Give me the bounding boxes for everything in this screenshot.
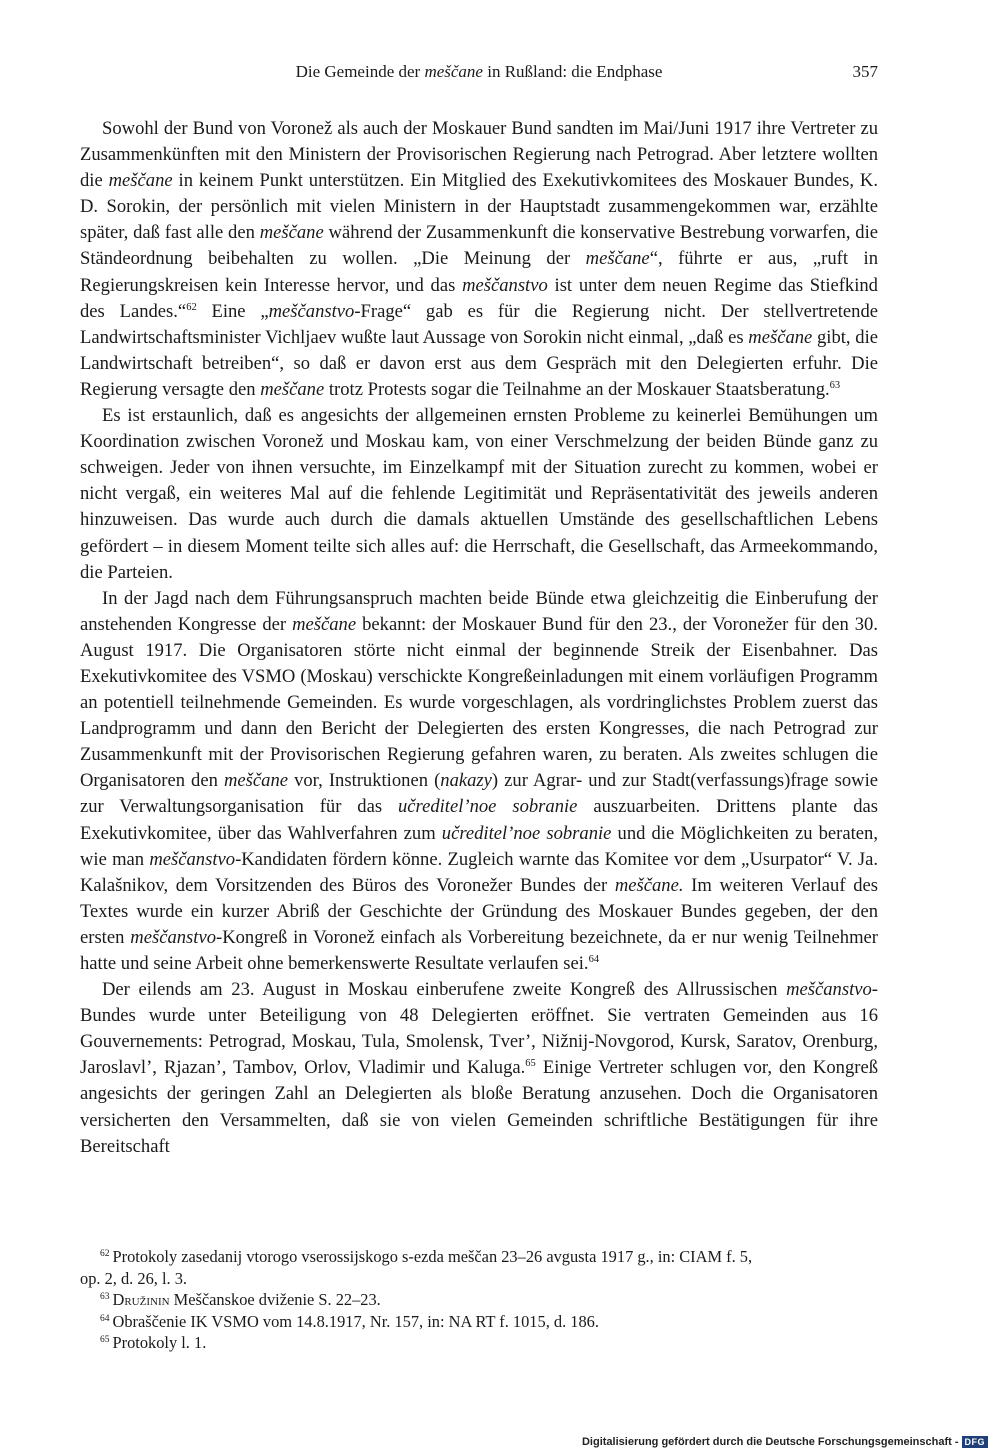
paragraph bbox=[80, 586, 878, 977]
footnote-ref: 64 bbox=[588, 954, 600, 965]
italic-term: meščane bbox=[260, 378, 325, 400]
text-run: gibt, die Landwirtschaft betreiben“, so daß er davon erst aus dem Gespräch mit den Delegierten erfuhr. Die Regierung versagte den bbox=[80, 326, 878, 400]
italic-term: nakazy bbox=[440, 770, 492, 792]
footnote-number: 63 bbox=[100, 1292, 110, 1302]
footnote-ref: 65 bbox=[525, 1058, 536, 1070]
italic-term: meščanstvo bbox=[268, 300, 355, 322]
footnote-ref: 62 bbox=[186, 301, 197, 313]
text-run: In der Jagd nach dem Führungsanspruch machten beide Bünde etwa gleichzeitig die Einberufung der anstehenden Kongresse der bbox=[80, 587, 878, 635]
text-run: Im weiteren Verlauf des Textes wurde ein kurzer Abriß der Geschichte der Gründung des Moskauer Bundes gegeben, der den ersten bbox=[80, 874, 878, 948]
italic-term: meščanstvo bbox=[462, 274, 548, 296]
italic-term: meščanstvo bbox=[149, 848, 236, 870]
text-run: trotz Protests sogar die Teilnahme an der Moskauer Staatsberatung. bbox=[324, 378, 830, 400]
text-run: -Kandidaten fördern könne. Zugleich warnte das Komitee vor dem „Usurpator“ V. Ja. Kalašnikov, dem Vorsitzenden des Büros des Voronežer Bundes der bbox=[80, 848, 879, 896]
footnote-64 bbox=[80, 1311, 878, 1333]
text-run: Es ist erstaunlich, daß es angesichts der allgemeinen ernsten Probleme zu keinerlei Bemühungen um Koordination zwischen Voronež und Moskau kam, von einer Verschmelzung der beiden Bünde ganz zu schweigen. Jeder von ihnen versuchte, im Einzelkampf mit der Situation zurecht zu kommen, wobei er nicht vergaß, ein weiteres Mal auf die fehlende Legitimität und Repräsentativität des jeweils anderen hinzuweisen. Das wurde auch durch die damals aktuellen Umstände des gesellschaftlichen Lebens gefördert – in diesem Moment teilte sich alles auf: die Herrschaft, die Gesellschaft, das Armeekommando, die Parteien. bbox=[80, 405, 878, 583]
text-run: ist unter dem neuen Regime das Stiefkind des Landes.“ bbox=[80, 274, 878, 322]
running-head-suffix: in Rußland: die Endphase bbox=[482, 62, 663, 81]
italic-term: meščane bbox=[108, 170, 173, 192]
funding-note bbox=[582, 1436, 988, 1448]
paragraph bbox=[80, 403, 878, 586]
footnote-number: 64 bbox=[100, 1313, 110, 1324]
paragraph bbox=[80, 977, 878, 1160]
footnote-65 bbox=[80, 1332, 878, 1354]
footnote-text: Meščanskoe dviženie S. 22–23. bbox=[169, 1290, 381, 1309]
text-run: während der Zusammenkunft die konservative Bestrebung vorwarfen, die Ständeordnung beibehalten zu wollen. „Die Meinung der bbox=[80, 222, 879, 270]
italic-term: meščane bbox=[585, 248, 650, 270]
footnotes bbox=[80, 1246, 878, 1354]
text-run: bekannt: der Moskauer Bund für den 23., der Voronežer für den 30. August 1917. Die Organisatoren störte nicht einmal der beginnende Streik der Eisenbahner. Das Exekutivkomitee des VSMO (Moskau) verschickte Kongreßeinladungen mit einem vorläufigen Programm an potentiell teilnehmende Gemeinden. Es wurde vorgeschlagen, als vordringlichstes Problem zuerst das Landprogramm und dann den Bericht der Delegierten des ersten Kongresses, die nach Petrograd zur Zusammenkunft mit der Provisorischen Regierung gefahren waren, zu beraten. Als zweites schlugen die Organisatoren den bbox=[80, 613, 879, 792]
text-run: Sowohl der Bund von Voronež als auch der Moskauer Bund sandten im Mai/Juni 1917 ihre Vertreter zu Zusammenkünften mit den Ministern der Provisorischen Regierung nach Petrograd. Aber letztere wollten die bbox=[80, 118, 878, 192]
running-head-term: meščane bbox=[424, 62, 483, 81]
text-run: vor, Instruktionen ( bbox=[288, 770, 441, 792]
text-run: Eine „ bbox=[196, 300, 269, 322]
italic-term: meščane bbox=[748, 326, 813, 348]
footnote-text: Obraščenie IK VSMO vom 14.8.1917, Nr. 157, in: NA RT f. 1015, d. 186. bbox=[112, 1311, 599, 1331]
text-run: auszuarbeiten. Drittens plante das Exekutivkomitee, über das Wahlverfahren zum bbox=[80, 796, 878, 844]
italic-term: meščane bbox=[259, 222, 324, 244]
body-text bbox=[80, 116, 878, 1160]
footnote-text: Protokoly zasedanij vtorogo vserossijskogo s-ezda meščan 23–26 avgusta 1917 g., in: CIAM f. 5, bbox=[112, 1247, 753, 1266]
italic-term: meščane bbox=[223, 770, 289, 792]
page-number: 357 bbox=[852, 62, 878, 81]
footnote-text: Protokoly l. 1. bbox=[112, 1333, 207, 1352]
italic-term: meščanstvo bbox=[130, 926, 216, 948]
text-run: -Bundes wurde unter Beteiligung von 48 Delegierten eröffnet. Sie vertraten Gemeinden aus 16 Gouvernements: Petrograd, Moskau, Tula, Smolensk, Tver’, Nižnij-Novgorod, Kursk, Saratov, Orenburg, Jaroslavl’, Rjazan’, Tambov, Orlov, Vladimir und Kaluga. bbox=[80, 979, 878, 1079]
paragraph bbox=[80, 116, 878, 403]
footnote-author: Družinin bbox=[112, 1290, 170, 1309]
footnote-ref: 63 bbox=[829, 379, 841, 391]
text-run: -Kongreß in Voronež einfach als Vorbereitung bezeichnete, da er nur wenig Teilnehmer hatte und seine Arbeit ohne bemerkenswerte Resultate verlaufen sei. bbox=[80, 926, 878, 974]
italic-term: meščane bbox=[292, 613, 357, 635]
italic-term: učreditel’noe sobranie bbox=[398, 796, 578, 818]
footnote-63 bbox=[80, 1289, 878, 1311]
text-run: und die Möglichkeiten zu beraten, wie man bbox=[80, 822, 878, 870]
text-run: “, führte er aus, „ruft in Regierungskreisen kein Interesse hervor, und das bbox=[80, 248, 878, 296]
text-run: in keinem Punkt unterstützen. Ein Mitglied des Exekutivkomitees des Moskauer Bundes, K. D. Sorokin, der persönlich mit vielen Ministern in der Hauptstadt zusammengekommen war, erzählte später, daß fast alle den bbox=[80, 170, 878, 244]
text-run: Der eilends am 23. August in Moskau einberufene zweite Kongreß des Allrussischen bbox=[102, 979, 787, 1001]
footnote-number: 65 bbox=[100, 1335, 110, 1345]
footnote-continuation: op. 2, d. 26, l. 3. bbox=[80, 1268, 187, 1288]
text-run: ) zur Agrar- und zur Stadt(verfassungs)frage sowie zur Verwaltungsorganisation für das bbox=[80, 770, 878, 818]
italic-term: učreditel’noe sobranie bbox=[441, 822, 612, 844]
dfg-logo: DFG bbox=[962, 1436, 989, 1448]
footnote-number: 62 bbox=[100, 1249, 110, 1259]
text-run: -Frage“ gab es für die Regierung nicht. Der stellvertretende Landwirtschaftsminister Vichljaev wußte laut Aussage von Sorokin nicht einmal, „daß es bbox=[80, 300, 879, 348]
text-run: Einige Vertreter schlugen vor, den Kongreß angesichts der geringen Zahl an Delegierten als bloße Beratung anzusehen. Doch die Organisatoren versicherten den Versammelten, daß sie von vielen Gemeinden schriftliche Bestätigungen für ihre Bereitschaft bbox=[80, 1057, 878, 1157]
italic-term: meščanstvo bbox=[786, 979, 872, 1001]
running-head bbox=[80, 62, 878, 82]
funding-note-text: Digitalisierung gefördert durch die Deutsche Forschungsgemeinschaft - bbox=[581, 1436, 959, 1448]
italic-term: meščane. bbox=[614, 874, 684, 896]
footnote-62 bbox=[80, 1246, 878, 1289]
running-head-prefix: Die Gemeinde der bbox=[295, 62, 425, 81]
